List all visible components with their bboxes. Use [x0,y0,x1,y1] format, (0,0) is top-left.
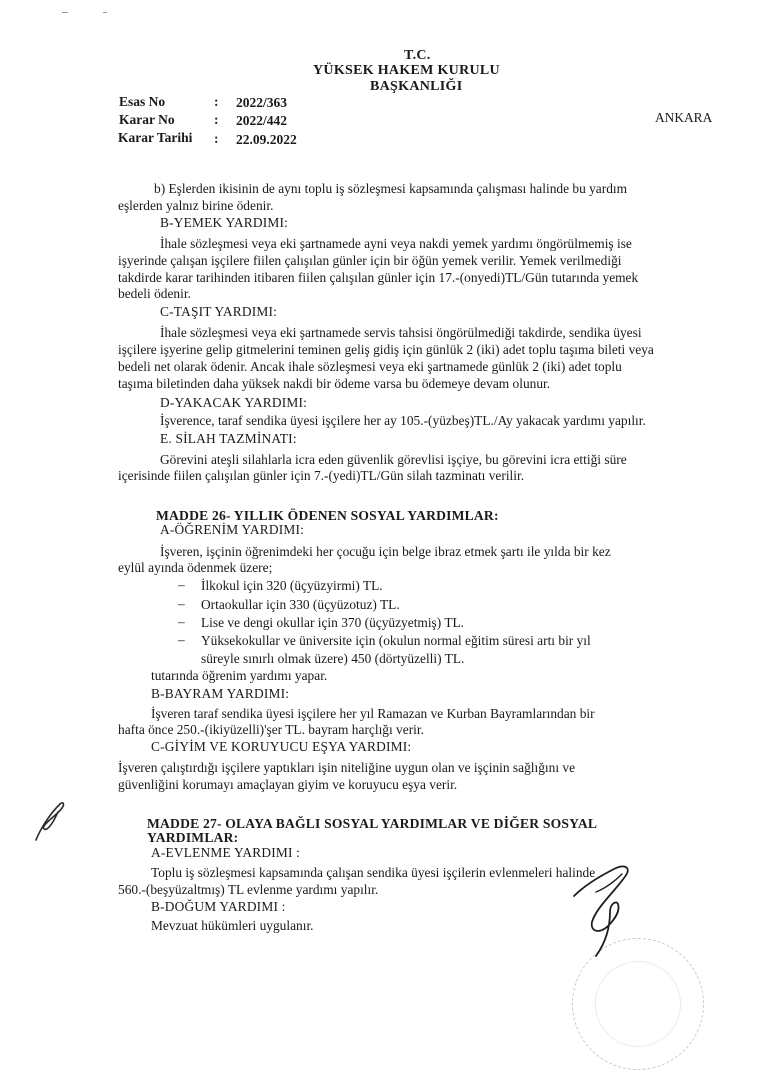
right-signature [566,852,646,962]
karar-label: Karar No [119,112,175,127]
section-tasit-heading: C-TAŞIT YARDIMI: [160,304,278,319]
giyim-line1: İşveren çalıştırdığı işçilere yaptıkları işin niteliğine uygun olan ve işçinin sağlığını ve [118,760,576,775]
madde-27-heading-line1: MADDE 27- OLAYA BAĞLI SOSYAL YARDIMLAR VE DİĞER SOSYAL [147,816,598,831]
tasit-line3: bedeli net olarak ödenir. Ancak ihale sözleşmesi veya eki şartnamede günlük 2 (iki) adet toplu [118,359,622,374]
section-giyim-heading: C-GİYİM VE KORUYUCU EŞYA YARDIMI: [151,739,412,754]
margin-initial-signature [30,798,70,844]
yakacak-line1: İşverence, taraf sendika üyesi işçilere her ay 105.-(yüzbeş)TL./Ay yakacak yardımı yapılır. [160,413,646,428]
city-label: ANKARA [655,110,713,125]
karar-tarihi-label: Karar Tarihi [118,130,193,145]
paragraph-b-line1: b) Eşlerden ikisinin de aynı toplu iş sözleşmesi kapsamında çalışması halinde bu yardım [154,181,628,196]
list-dash: – [178,596,185,611]
scan-mark [103,12,107,13]
list-dash: – [178,577,185,592]
header-court-name: YÜKSEK HAKEM KURULU [313,63,500,78]
tasit-line2: işçilere işyerine gelip gitmelerini teminen geliş gidiş için günlük 2 (iki) adet toplu taşıma bileti veya [118,342,654,357]
section-bayram-heading: B-BAYRAM YARDIMI: [151,686,290,701]
dogum-line1: Mevzuat hükümleri uygulanır. [151,918,314,933]
esas-value: 2022/363 [236,95,288,110]
tasit-line1: İhale sözleşmesi veya eki şartnamede servis tahsisi öngörülmediği takdirde, sendika üyesi [160,325,642,340]
section-evlenme-heading: A-EVLENME YARDIMI : [151,845,301,860]
list-dash: – [178,614,185,629]
karar-value: 2022/442 [236,113,288,128]
yemek-line2: işyerinde çalışan işçilere fiilen çalışılan günler için bir öğün yemek verilir. Yemek verilmediği [118,253,622,268]
tasit-line4: taşıma biletinden daha yüksek nakdi bir ödeme varsa bu ödemeye devam olunur. [118,376,551,391]
section-ogrenim-heading: A-ÖĞRENİM YARDIMI: [160,522,305,537]
list-item-universite-line1: Yüksekokullar ve üniversite için (okulun normal eğitim süresi artı bir yıl [201,633,591,648]
section-dogum-heading: B-DOĞUM YARDIMI : [151,899,286,914]
ogrenim-line2: eylül ayında ödenmek üzere; [118,560,273,575]
ogrenim-line1: İşveren, işçinin öğrenimdeki her çocuğu için belge ibraz etmek şartı ile yılda bir kez [160,544,611,559]
paragraph-b-line2: eşlerden yalnız birine ödenir. [118,198,274,213]
list-item-universite-line2: süreyle sınırlı olmak üzere) 450 (dörtyüzelli) TL. [201,651,465,666]
section-yakacak-heading: D-YAKACAK YARDIMI: [160,395,308,410]
esas-label: Esas No [119,94,166,109]
karar-tarihi-value: 22.09.2022 [236,132,297,147]
ogrenim-line3: tutarında öğrenim yardımı yapar. [151,668,328,683]
karar-tarihi-colon: : [214,131,219,146]
list-dash: – [178,632,185,647]
yemek-line1: İhale sözleşmesi veya eki şartnamede ayni veya nakdi yemek yardımı öngörülmemiş ise [160,236,632,251]
madde-27-heading-line2: YARDIMLAR: [147,830,239,845]
list-item-lise: Lise ve dengi okullar için 370 (üçyüzyetmiş) TL. [201,615,465,630]
list-item-ortaokul: Ortaokullar için 330 (üçyüzotuz) TL. [201,597,400,612]
madde-26-heading: MADDE 26- YILLIK ÖDENEN SOSYAL YARDIMLAR: [156,508,499,523]
section-silah-heading: E. SİLAH TAZMİNATI: [160,431,297,446]
silah-line1: Görevini ateşli silahlarla icra eden güvenlik görevlisi işçiye, bu görevini icra ettiği süre [160,452,627,467]
yemek-line4: bedeli ödenir. [118,286,191,301]
esas-colon: : [214,94,219,109]
bayram-line2: hafta önce 250.-(ikiyüzelli)'şer TL. bayram harçlığı verir. [118,722,424,737]
yemek-line3: takdirde karar tarihinden itibaren fiilen çalışılan günler için 17.-(onyedi)TL/Gün tutarında yemek [118,270,639,285]
bayram-line1: İşveren taraf sendika üyesi işçilere her yıl Ramazan ve Kurban Bayramlarından bir [151,706,595,721]
karar-colon: : [214,112,219,127]
section-yemek-heading: B-YEMEK YARDIMI: [160,215,289,230]
header-presidency: BAŞKANLIĞI [370,79,463,94]
giyim-line2: güvenliğini korumayı amaçlayan giyim ve koruyucu eşya verir. [118,777,458,792]
list-item-ilkokul: İlkokul için 320 (üçyüzyirmi) TL. [201,578,383,593]
scan-mark [62,12,68,13]
evlenme-line1: Toplu iş sözleşmesi kapsamında çalışan sendika üyesi işçilerin evlenmeleri halinde [151,865,596,880]
header-tc: T.C. [404,48,431,63]
silah-line2: içerisinde fiilen çalışılan günler için 7.-(yedi)TL/Gün silah tazminatı verilir. [118,468,525,483]
evlenme-line2: 560.-(beşyüzaltmış) TL evlenme yardımı yapılır. [118,882,379,897]
